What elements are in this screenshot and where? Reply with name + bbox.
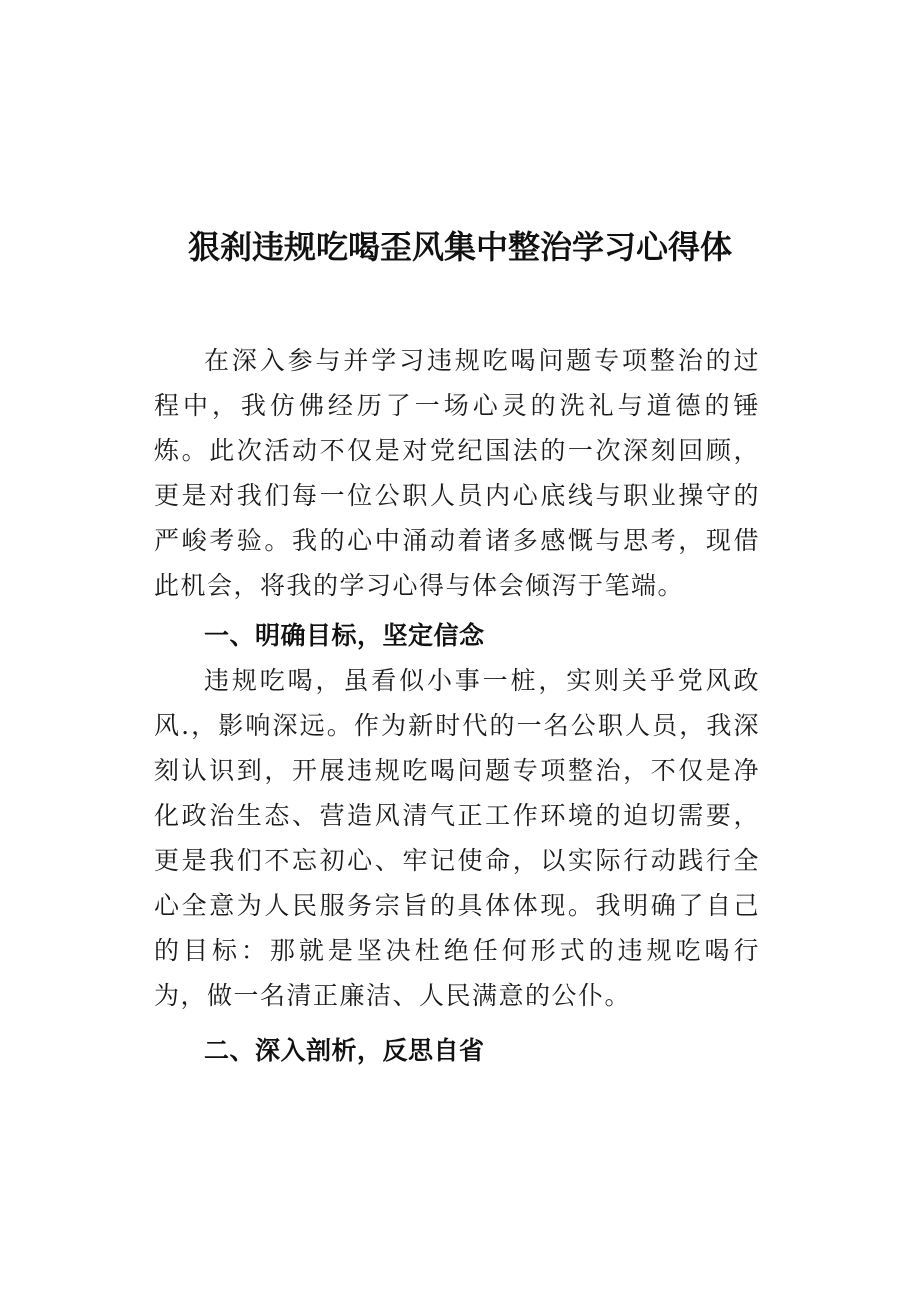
page-title: 狠刹违规吃喝歪风集中整治学习心得体 xyxy=(187,228,732,267)
section-heading-2: 二、深入剖析，反思自省 xyxy=(204,1036,485,1065)
section-1-paragraph: 违规吃喝，虽看似小事一桩，实则关乎党风政风.，影响深远。作为新时代的一名公职人员，我深刻认识到，开展违规吃喝问题专项整治，不仅是净化政治生态、营造风清气正工作环境的迫切需要，更是我们不忘初心、牢记使命，以实际行动践行全心全意为人民服务宗旨的具体体现。我明确了自己的目标：那就是坚决杜绝任何形式的违规吃喝行为，做一名清正廉洁、人民满意的公仆。 xyxy=(154,666,760,1010)
intro-paragraph: 在深入参与并学习违规吃喝问题专项整治的过程中，我仿佛经历了一场心灵的洗礼与道德的锤炼。此次活动不仅是对党纪国法的一次深刻回顾，更是对我们每一位公职人员内心底线与职业操守的严峻考验。我的心中涌动着诸多感慨与思考，现借此机会，将我的学习心得与体会倾泻于笔端。 xyxy=(154,346,760,600)
document-body xyxy=(154,338,760,1073)
section-heading-1: 一、明确目标，坚定信念 xyxy=(204,621,485,650)
